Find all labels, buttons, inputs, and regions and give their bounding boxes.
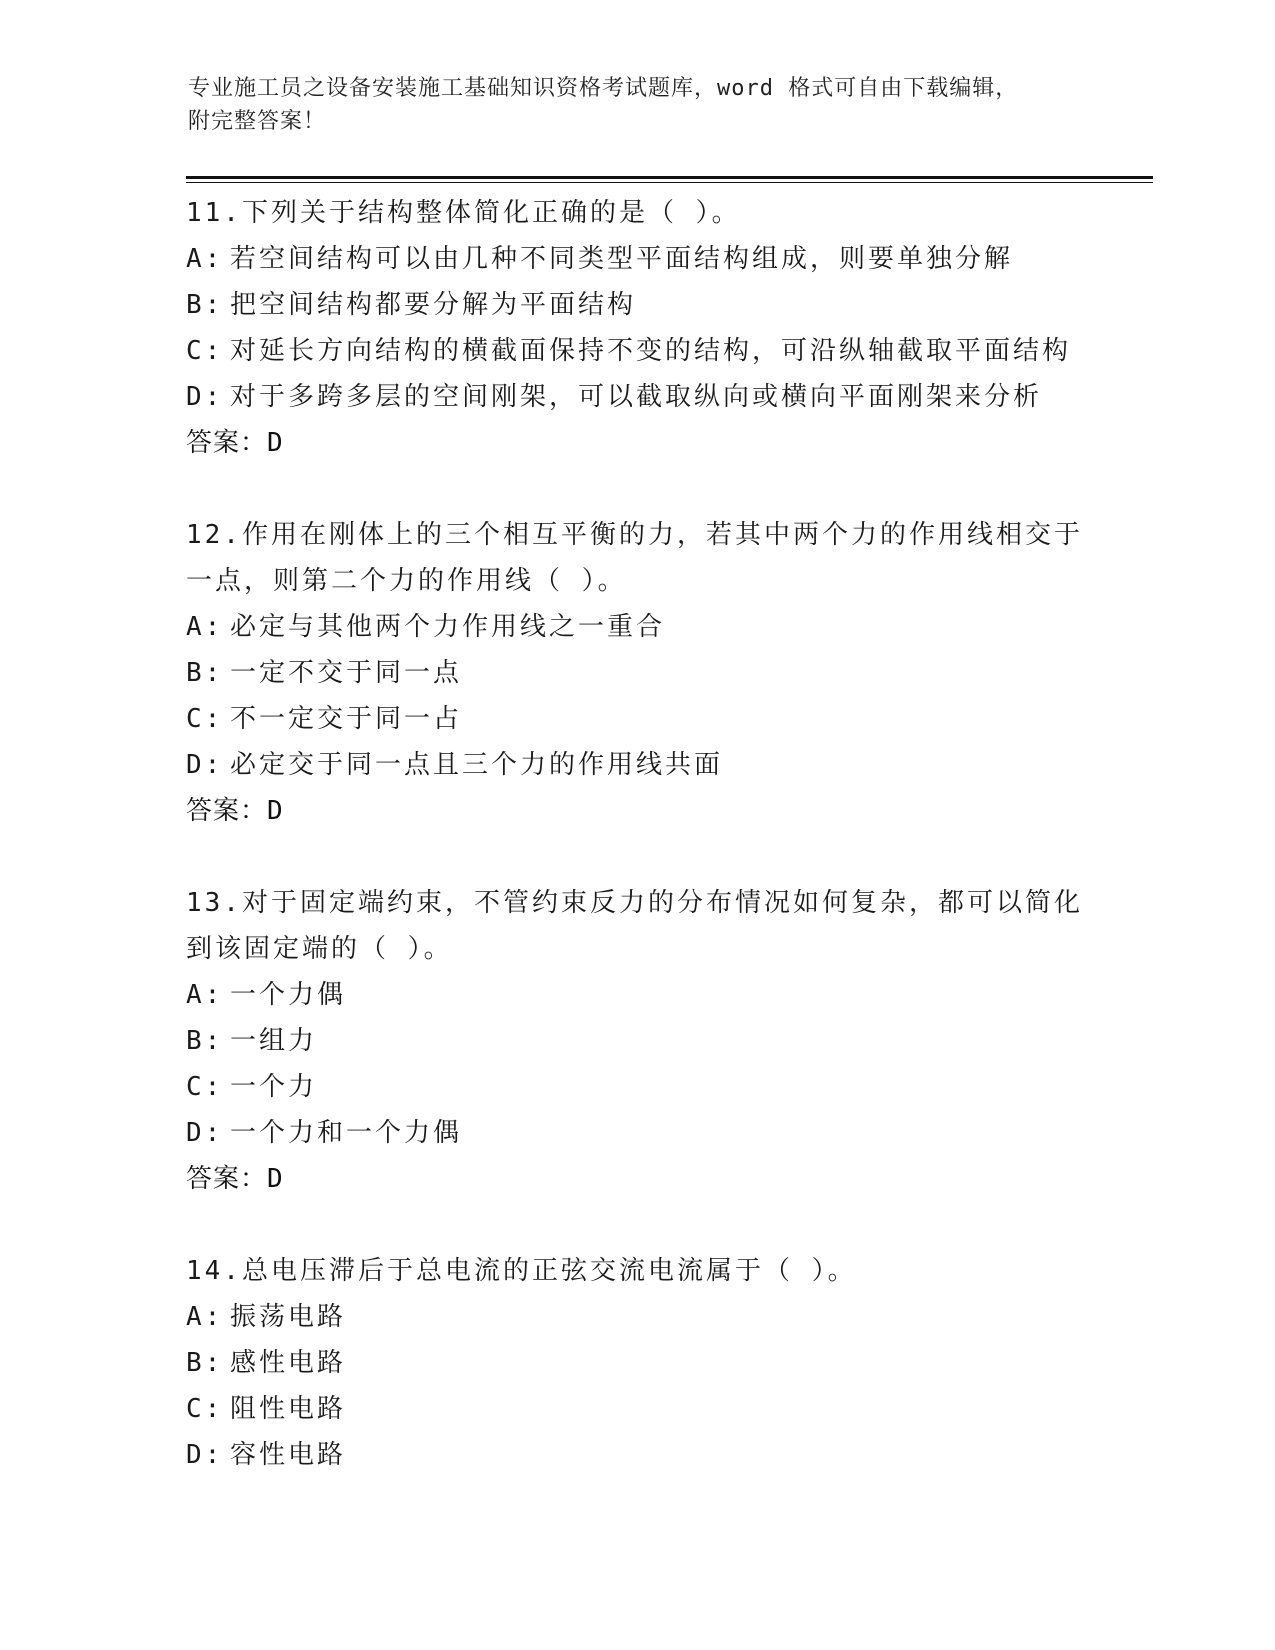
header-divider-thick [186, 176, 1153, 179]
option-key: C: [186, 1394, 224, 1424]
question-11 [186, 190, 1146, 466]
option-text: 振荡电路 [230, 1302, 347, 1332]
option-text: 一定不交于同一点 [230, 658, 463, 688]
question-text [186, 190, 1086, 236]
option-b [186, 282, 1146, 328]
option-a [186, 604, 1146, 650]
option-text: 一个力和一个力偶 [230, 1118, 463, 1148]
question-stem: 总电压滞后于总电流的正弦交流电流属于（ ）。 [241, 1256, 857, 1286]
answer-line [186, 788, 1146, 834]
question-number: 14. [186, 1256, 242, 1286]
option-text: 一个力偶 [230, 980, 347, 1010]
option-a [186, 972, 1146, 1018]
question-number: 11. [186, 198, 242, 228]
option-key: D: [186, 382, 224, 412]
answer-label: 答案： [186, 1164, 268, 1194]
option-b [186, 650, 1146, 696]
question-12 [186, 512, 1146, 834]
option-key: C: [186, 704, 224, 734]
answer-value: D [267, 1164, 284, 1194]
option-key: B: [186, 1348, 224, 1378]
question-stem: 下列关于结构整体简化正确的是（ ）。 [241, 198, 741, 228]
question-stem: 对于固定端约束，不管约束反力的分布情况如何复杂，都可以简化到该固定端的（ ）。 [186, 888, 1083, 964]
option-key: B: [186, 290, 224, 320]
option-key: D: [186, 1440, 224, 1470]
option-c [186, 1386, 1146, 1432]
option-key: A: [186, 244, 224, 274]
answer-value: D [267, 796, 284, 826]
question-list [186, 190, 1146, 1524]
option-key: C: [186, 1072, 224, 1102]
option-key: A: [186, 1302, 224, 1332]
answer-label: 答案： [186, 796, 268, 826]
option-text: 感性电路 [230, 1348, 347, 1378]
question-number: 12. [186, 520, 242, 550]
option-text: 对延长方向结构的横截面保持不变的结构，可沿纵轴截取平面结构 [230, 336, 1072, 366]
option-c [186, 1064, 1146, 1110]
question-text [186, 880, 1086, 972]
question-number: 13. [186, 888, 242, 918]
option-text: 若空间结构可以由几种不同类型平面结构组成，则要单独分解 [230, 244, 1014, 274]
question-text [186, 512, 1086, 604]
option-key: A: [186, 980, 224, 1010]
option-text: 对于多跨多层的空间刚架，可以截取纵向或横向平面刚架来分析 [230, 382, 1043, 412]
option-key: A: [186, 612, 224, 642]
header-line-2: 附完整答案！ [188, 109, 327, 134]
option-a [186, 1294, 1146, 1340]
answer-value: D [267, 428, 284, 458]
option-text: 一个力 [230, 1072, 318, 1102]
option-key: C: [186, 336, 224, 366]
header-divider-thin [186, 182, 1153, 183]
option-key: B: [186, 1026, 224, 1056]
option-a [186, 236, 1146, 282]
option-c [186, 328, 1146, 374]
question-13 [186, 880, 1146, 1202]
option-text: 一组力 [230, 1026, 318, 1056]
question-stem: 作用在刚体上的三个相互平衡的力，若其中两个力的作用线相交于一点，则第二个力的作用线（ ）。 [186, 520, 1083, 596]
answer-line [186, 1156, 1146, 1202]
option-key: B: [186, 658, 224, 688]
option-text: 必定交于同一点且三个力的作用线共面 [230, 750, 724, 780]
option-key: D: [186, 750, 224, 780]
answer-line [186, 420, 1146, 466]
option-d [186, 374, 1146, 420]
option-text: 不一定交于同一占 [230, 704, 463, 734]
option-text: 必定与其他两个力作用线之一重合 [230, 612, 666, 642]
option-text: 把空间结构都要分解为平面结构 [230, 290, 637, 320]
option-text: 容性电路 [230, 1440, 347, 1470]
option-d [186, 742, 1146, 788]
option-c [186, 696, 1146, 742]
question-14 [186, 1248, 1146, 1478]
option-d [186, 1432, 1146, 1478]
option-b [186, 1018, 1146, 1064]
option-b [186, 1340, 1146, 1386]
header-line-1: 专业施工员之设备安装施工基础知识资格考试题库，word 格式可自由下载编辑， [188, 76, 1019, 101]
option-key: D: [186, 1118, 224, 1148]
document-header [188, 72, 1068, 138]
question-text [186, 1248, 1086, 1294]
option-d [186, 1110, 1146, 1156]
answer-label: 答案： [186, 428, 268, 458]
option-text: 阻性电路 [230, 1394, 347, 1424]
